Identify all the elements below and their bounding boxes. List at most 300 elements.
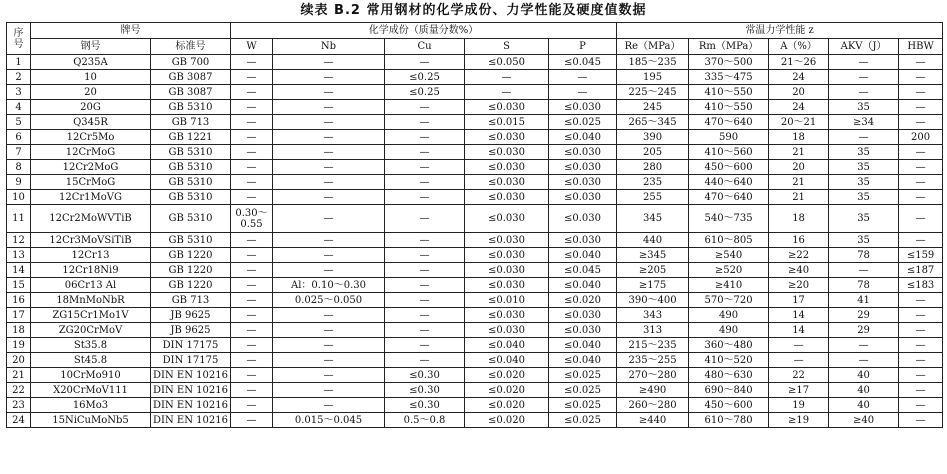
w-content: —	[231, 293, 273, 308]
akv-value: —	[829, 55, 899, 70]
cu-content: ≤0.30	[385, 383, 465, 398]
akv-value: 40	[829, 398, 899, 413]
w-content: —	[231, 85, 273, 100]
s-content: ≤0.040	[465, 338, 549, 353]
standard-no: DIN EN 10216	[151, 413, 231, 428]
header-index: 序号	[7, 23, 31, 55]
a-value: 17	[769, 293, 829, 308]
standard-no: DIN 17175	[151, 353, 231, 368]
table-row	[7, 100, 943, 115]
steel-grade: 12Cr3MoVSiTiB	[31, 233, 151, 248]
akv-value: 29	[829, 308, 899, 323]
table-row	[7, 248, 943, 263]
nb-content: —	[273, 190, 385, 205]
row-index: 23	[7, 398, 31, 413]
w-content: —	[231, 175, 273, 190]
re-value: ≥490	[617, 383, 689, 398]
standard-no: GB 1220	[151, 278, 231, 293]
header-standard: 标准号	[151, 39, 231, 55]
row-index: 11	[7, 205, 31, 233]
a-value: ≥17	[769, 383, 829, 398]
re-value: 390～400	[617, 293, 689, 308]
p-content: ≤0.030	[549, 145, 617, 160]
header-cu: Cu	[385, 39, 465, 55]
re-value: 225～245	[617, 85, 689, 100]
row-index: 7	[7, 145, 31, 160]
s-content: ≤0.030	[465, 130, 549, 145]
nb-content: —	[273, 85, 385, 100]
steel-grade: 15NiCuMoNb5	[31, 413, 151, 428]
a-value: 20	[769, 160, 829, 175]
w-content: —	[231, 383, 273, 398]
hbw-value: —	[899, 205, 943, 233]
a-value: —	[769, 338, 829, 353]
rm-value: ≥410	[689, 278, 769, 293]
standard-no: DIN 17175	[151, 338, 231, 353]
cu-content: ≤0.25	[385, 85, 465, 100]
p-content: ≤0.030	[549, 100, 617, 115]
re-value: ≥345	[617, 248, 689, 263]
a-value: 16	[769, 233, 829, 248]
akv-value: 35	[829, 190, 899, 205]
p-content: ≤0.030	[549, 175, 617, 190]
p-content: ≤0.040	[549, 278, 617, 293]
standard-no: JB 9625	[151, 308, 231, 323]
w-content: —	[231, 160, 273, 175]
table-row	[7, 338, 943, 353]
akv-value: —	[829, 85, 899, 100]
s-content: ≤0.030	[465, 248, 549, 263]
s-content: ≤0.030	[465, 190, 549, 205]
rm-value: 370～500	[689, 55, 769, 70]
a-value: 19	[769, 398, 829, 413]
table-row	[7, 190, 943, 205]
cu-content: ≤0.25	[385, 70, 465, 85]
rm-value: 440～640	[689, 175, 769, 190]
standard-no: GB 5310	[151, 100, 231, 115]
rm-value: 360～480	[689, 338, 769, 353]
a-value: 21	[769, 190, 829, 205]
re-value: 343	[617, 308, 689, 323]
steel-grade: 06Cr13 Al	[31, 278, 151, 293]
w-content: —	[231, 115, 273, 130]
re-value: 205	[617, 145, 689, 160]
cu-content: 0.5～0.8	[385, 413, 465, 428]
nb-content: —	[273, 338, 385, 353]
a-value: 21	[769, 175, 829, 190]
table-row	[7, 115, 943, 130]
cu-content: —	[385, 263, 465, 278]
p-content: ≤0.025	[549, 368, 617, 383]
s-content: ≤0.030	[465, 145, 549, 160]
row-index: 2	[7, 70, 31, 85]
row-index: 18	[7, 323, 31, 338]
p-content: ≤0.025	[549, 115, 617, 130]
akv-value: 40	[829, 383, 899, 398]
rm-value: ≥520	[689, 263, 769, 278]
s-content: ≤0.040	[465, 353, 549, 368]
re-value: ≥440	[617, 413, 689, 428]
standard-no: GB 5310	[151, 175, 231, 190]
s-content: —	[465, 85, 549, 100]
a-value: ≥40	[769, 263, 829, 278]
hbw-value: —	[899, 323, 943, 338]
p-content: ≤0.040	[549, 130, 617, 145]
table-row	[7, 160, 943, 175]
steel-grade: St35.8	[31, 338, 151, 353]
hbw-value: —	[899, 308, 943, 323]
p-content: ≤0.030	[549, 233, 617, 248]
p-content: —	[549, 70, 617, 85]
header-re: Re（MPa）	[617, 39, 689, 55]
cu-content: —	[385, 338, 465, 353]
w-content: —	[231, 55, 273, 70]
row-index: 9	[7, 175, 31, 190]
rm-value: 610～780	[689, 413, 769, 428]
p-content: —	[549, 85, 617, 100]
w-content: —	[231, 248, 273, 263]
cu-content: —	[385, 115, 465, 130]
hbw-value: —	[899, 70, 943, 85]
re-value: 235～255	[617, 353, 689, 368]
p-content: ≤0.020	[549, 293, 617, 308]
standard-no: GB 5310	[151, 160, 231, 175]
header-a: A（%）	[769, 39, 829, 55]
row-index: 21	[7, 368, 31, 383]
nb-content: —	[273, 70, 385, 85]
re-value: 280	[617, 160, 689, 175]
re-value: 195	[617, 70, 689, 85]
steel-grade: 12Cr18Ni9	[31, 263, 151, 278]
rm-value: 410～550	[689, 85, 769, 100]
nb-content: 0.025～0.050	[273, 293, 385, 308]
steel-data-table	[6, 22, 943, 428]
s-content: ≤0.030	[465, 160, 549, 175]
cu-content: —	[385, 205, 465, 233]
nb-content: —	[273, 175, 385, 190]
re-value: ≥175	[617, 278, 689, 293]
header-chem-group: 化学成份（质量分数%）	[231, 23, 617, 39]
nb-content: —	[273, 205, 385, 233]
re-value: 390	[617, 130, 689, 145]
s-content: ≤0.050	[465, 55, 549, 70]
hbw-value: —	[899, 160, 943, 175]
w-content: —	[231, 130, 273, 145]
s-content: ≤0.030	[465, 278, 549, 293]
row-index: 14	[7, 263, 31, 278]
re-value: 440	[617, 233, 689, 248]
standard-no: GB 1221	[151, 130, 231, 145]
a-value: 24	[769, 100, 829, 115]
table-row	[7, 145, 943, 160]
p-content: ≤0.025	[549, 398, 617, 413]
nb-content: —	[273, 263, 385, 278]
s-content: ≤0.020	[465, 413, 549, 428]
re-value: 345	[617, 205, 689, 233]
s-content: ≤0.030	[465, 100, 549, 115]
cu-content: —	[385, 55, 465, 70]
nb-content: —	[273, 145, 385, 160]
cu-content: —	[385, 160, 465, 175]
s-content: ≤0.020	[465, 383, 549, 398]
table-row	[7, 175, 943, 190]
standard-no: GB 3087	[151, 85, 231, 100]
cu-content: —	[385, 190, 465, 205]
steel-grade: Q345R	[31, 115, 151, 130]
hbw-value: —	[899, 190, 943, 205]
steel-grade: 10	[31, 70, 151, 85]
rm-value: 450～600	[689, 398, 769, 413]
rm-value: 450～600	[689, 160, 769, 175]
s-content: ≤0.020	[465, 368, 549, 383]
nb-content: —	[273, 248, 385, 263]
header-hbw: HBW	[899, 39, 943, 55]
table-row	[7, 308, 943, 323]
rm-value: 410～520	[689, 353, 769, 368]
cu-content: —	[385, 308, 465, 323]
hbw-value: —	[899, 100, 943, 115]
table-row	[7, 263, 943, 278]
re-value: 313	[617, 323, 689, 338]
nb-content: —	[273, 160, 385, 175]
w-content: —	[231, 338, 273, 353]
header-mech-group: 常温力学性能 z	[617, 23, 943, 39]
p-content: ≤0.030	[549, 323, 617, 338]
steel-grade: 15CrMoG	[31, 175, 151, 190]
a-value: 14	[769, 308, 829, 323]
row-index: 17	[7, 308, 31, 323]
cu-content: —	[385, 278, 465, 293]
table-row	[7, 55, 943, 70]
akv-value: —	[829, 130, 899, 145]
table-row	[7, 233, 943, 248]
rm-value: 540～735	[689, 205, 769, 233]
akv-value: 35	[829, 100, 899, 115]
steel-grade: 12CrMoG	[31, 145, 151, 160]
p-content: ≤0.045	[549, 263, 617, 278]
hbw-value: ≤159	[899, 248, 943, 263]
steel-grade: 12Cr5Mo	[31, 130, 151, 145]
re-value: 235	[617, 175, 689, 190]
table-row	[7, 85, 943, 100]
s-content: —	[465, 70, 549, 85]
header-s: S	[465, 39, 549, 55]
table-row	[7, 413, 943, 428]
akv-value: 78	[829, 248, 899, 263]
nb-content: —	[273, 308, 385, 323]
standard-no: GB 700	[151, 55, 231, 70]
p-content: ≤0.040	[549, 353, 617, 368]
cu-content: —	[385, 248, 465, 263]
row-index: 13	[7, 248, 31, 263]
a-value: 21～26	[769, 55, 829, 70]
w-content: —	[231, 308, 273, 323]
w-content: —	[231, 70, 273, 85]
a-value: 14	[769, 323, 829, 338]
w-content: —	[231, 190, 273, 205]
hbw-value: —	[899, 398, 943, 413]
hbw-value: —	[899, 383, 943, 398]
rm-value: 610～805	[689, 233, 769, 248]
standard-no: DIN EN 10216	[151, 398, 231, 413]
p-content: ≤0.030	[549, 190, 617, 205]
hbw-value: ≤183	[899, 278, 943, 293]
nb-content: —	[273, 368, 385, 383]
p-content: ≤0.025	[549, 413, 617, 428]
a-value: 20	[769, 85, 829, 100]
standard-no: GB 713	[151, 115, 231, 130]
standard-no: GB 5310	[151, 190, 231, 205]
standard-no: GB 5310	[151, 145, 231, 160]
row-index: 22	[7, 383, 31, 398]
akv-value: 35	[829, 233, 899, 248]
rm-value: 690～840	[689, 383, 769, 398]
hbw-value: —	[899, 85, 943, 100]
header-rm: Rm（MPa）	[689, 39, 769, 55]
header-row-columns	[7, 39, 943, 55]
table-row	[7, 293, 943, 308]
header-nb: Nb	[273, 39, 385, 55]
w-content: —	[231, 368, 273, 383]
akv-value: —	[829, 263, 899, 278]
akv-value: 35	[829, 145, 899, 160]
hbw-value: 200	[899, 130, 943, 145]
s-content: ≤0.030	[465, 263, 549, 278]
row-index: 3	[7, 85, 31, 100]
re-value: 245	[617, 100, 689, 115]
re-value: 215～235	[617, 338, 689, 353]
table-row	[7, 323, 943, 338]
nb-content: —	[273, 55, 385, 70]
re-value: 260～280	[617, 398, 689, 413]
p-content: ≤0.040	[549, 338, 617, 353]
row-index: 8	[7, 160, 31, 175]
re-value: ≥205	[617, 263, 689, 278]
row-index: 6	[7, 130, 31, 145]
hbw-value: —	[899, 115, 943, 130]
row-index: 15	[7, 278, 31, 293]
steel-grade: ZG15Cr1Mo1V	[31, 308, 151, 323]
table-row	[7, 383, 943, 398]
cu-content: —	[385, 100, 465, 115]
p-content: ≤0.045	[549, 55, 617, 70]
a-value: 18	[769, 205, 829, 233]
standard-no: DIN EN 10216	[151, 368, 231, 383]
re-value: 270～280	[617, 368, 689, 383]
p-content: ≤0.025	[549, 383, 617, 398]
rm-value: 570～720	[689, 293, 769, 308]
header-p: P	[549, 39, 617, 55]
re-value: 255	[617, 190, 689, 205]
s-content: ≤0.030	[465, 175, 549, 190]
nb-content: —	[273, 100, 385, 115]
steel-grade: ZG20CrMoV	[31, 323, 151, 338]
w-content: —	[231, 263, 273, 278]
akv-value: ≥40	[829, 413, 899, 428]
standard-no: GB 5310	[151, 205, 231, 233]
a-value: ≥22	[769, 248, 829, 263]
s-content: ≤0.015	[465, 115, 549, 130]
a-value: ≥19	[769, 413, 829, 428]
s-content: ≤0.030	[465, 233, 549, 248]
rm-value: 470～640	[689, 190, 769, 205]
steel-grade: 10CrMo910	[31, 368, 151, 383]
akv-value: 35	[829, 175, 899, 190]
nb-content: —	[273, 383, 385, 398]
row-index: 10	[7, 190, 31, 205]
nb-content: —	[273, 323, 385, 338]
s-content: ≤0.020	[465, 398, 549, 413]
header-w: W	[231, 39, 273, 55]
w-content: —	[231, 233, 273, 248]
steel-grade: 12Cr13	[31, 248, 151, 263]
table-title: 续表 B.2 常用钢材的化学成份、力学性能及硬度值数据	[300, 3, 647, 18]
cu-content: ≤0.30	[385, 398, 465, 413]
cu-content: —	[385, 145, 465, 160]
row-index: 19	[7, 338, 31, 353]
standard-no: DIN EN 10216	[151, 383, 231, 398]
s-content: ≤0.030	[465, 308, 549, 323]
steel-grade: 12Cr2MoWVTiB	[31, 205, 151, 233]
row-index: 5	[7, 115, 31, 130]
nb-content: —	[273, 353, 385, 368]
akv-value: 78	[829, 278, 899, 293]
a-value: 18	[769, 130, 829, 145]
rm-value: 470～640	[689, 115, 769, 130]
akv-value: 35	[829, 160, 899, 175]
p-content: ≤0.030	[549, 160, 617, 175]
hbw-value: —	[899, 413, 943, 428]
steel-grade: 20G	[31, 100, 151, 115]
akv-value: 35	[829, 205, 899, 233]
standard-no: GB 5310	[151, 233, 231, 248]
s-content: ≤0.010	[465, 293, 549, 308]
steel-grade: 12Cr2MoG	[31, 160, 151, 175]
a-value: 24	[769, 70, 829, 85]
table-row	[7, 353, 943, 368]
row-index: 1	[7, 55, 31, 70]
cu-content: —	[385, 293, 465, 308]
nb-content: —	[273, 115, 385, 130]
row-index: 12	[7, 233, 31, 248]
a-value: ≥20	[769, 278, 829, 293]
table-row	[7, 368, 943, 383]
hbw-value: —	[899, 368, 943, 383]
cu-content: —	[385, 323, 465, 338]
a-value: —	[769, 353, 829, 368]
akv-value: ≥34	[829, 115, 899, 130]
akv-value: —	[829, 353, 899, 368]
steel-grade: 20	[31, 85, 151, 100]
w-content: —	[231, 323, 273, 338]
p-content: ≤0.030	[549, 308, 617, 323]
steel-grade: Q235A	[31, 55, 151, 70]
table-row	[7, 70, 943, 85]
a-value: 22	[769, 368, 829, 383]
rm-value: ≥540	[689, 248, 769, 263]
header-akv: AKV（J）	[829, 39, 899, 55]
hbw-value: —	[899, 175, 943, 190]
cu-content: —	[385, 175, 465, 190]
s-content: ≤0.030	[465, 323, 549, 338]
akv-value: —	[829, 70, 899, 85]
akv-value: —	[829, 338, 899, 353]
nb-content: Al：0.10～0.30	[273, 278, 385, 293]
steel-grade: 18MnMoNbR	[31, 293, 151, 308]
row-index: 24	[7, 413, 31, 428]
steel-grade: 16Mo3	[31, 398, 151, 413]
hbw-value: —	[899, 353, 943, 368]
